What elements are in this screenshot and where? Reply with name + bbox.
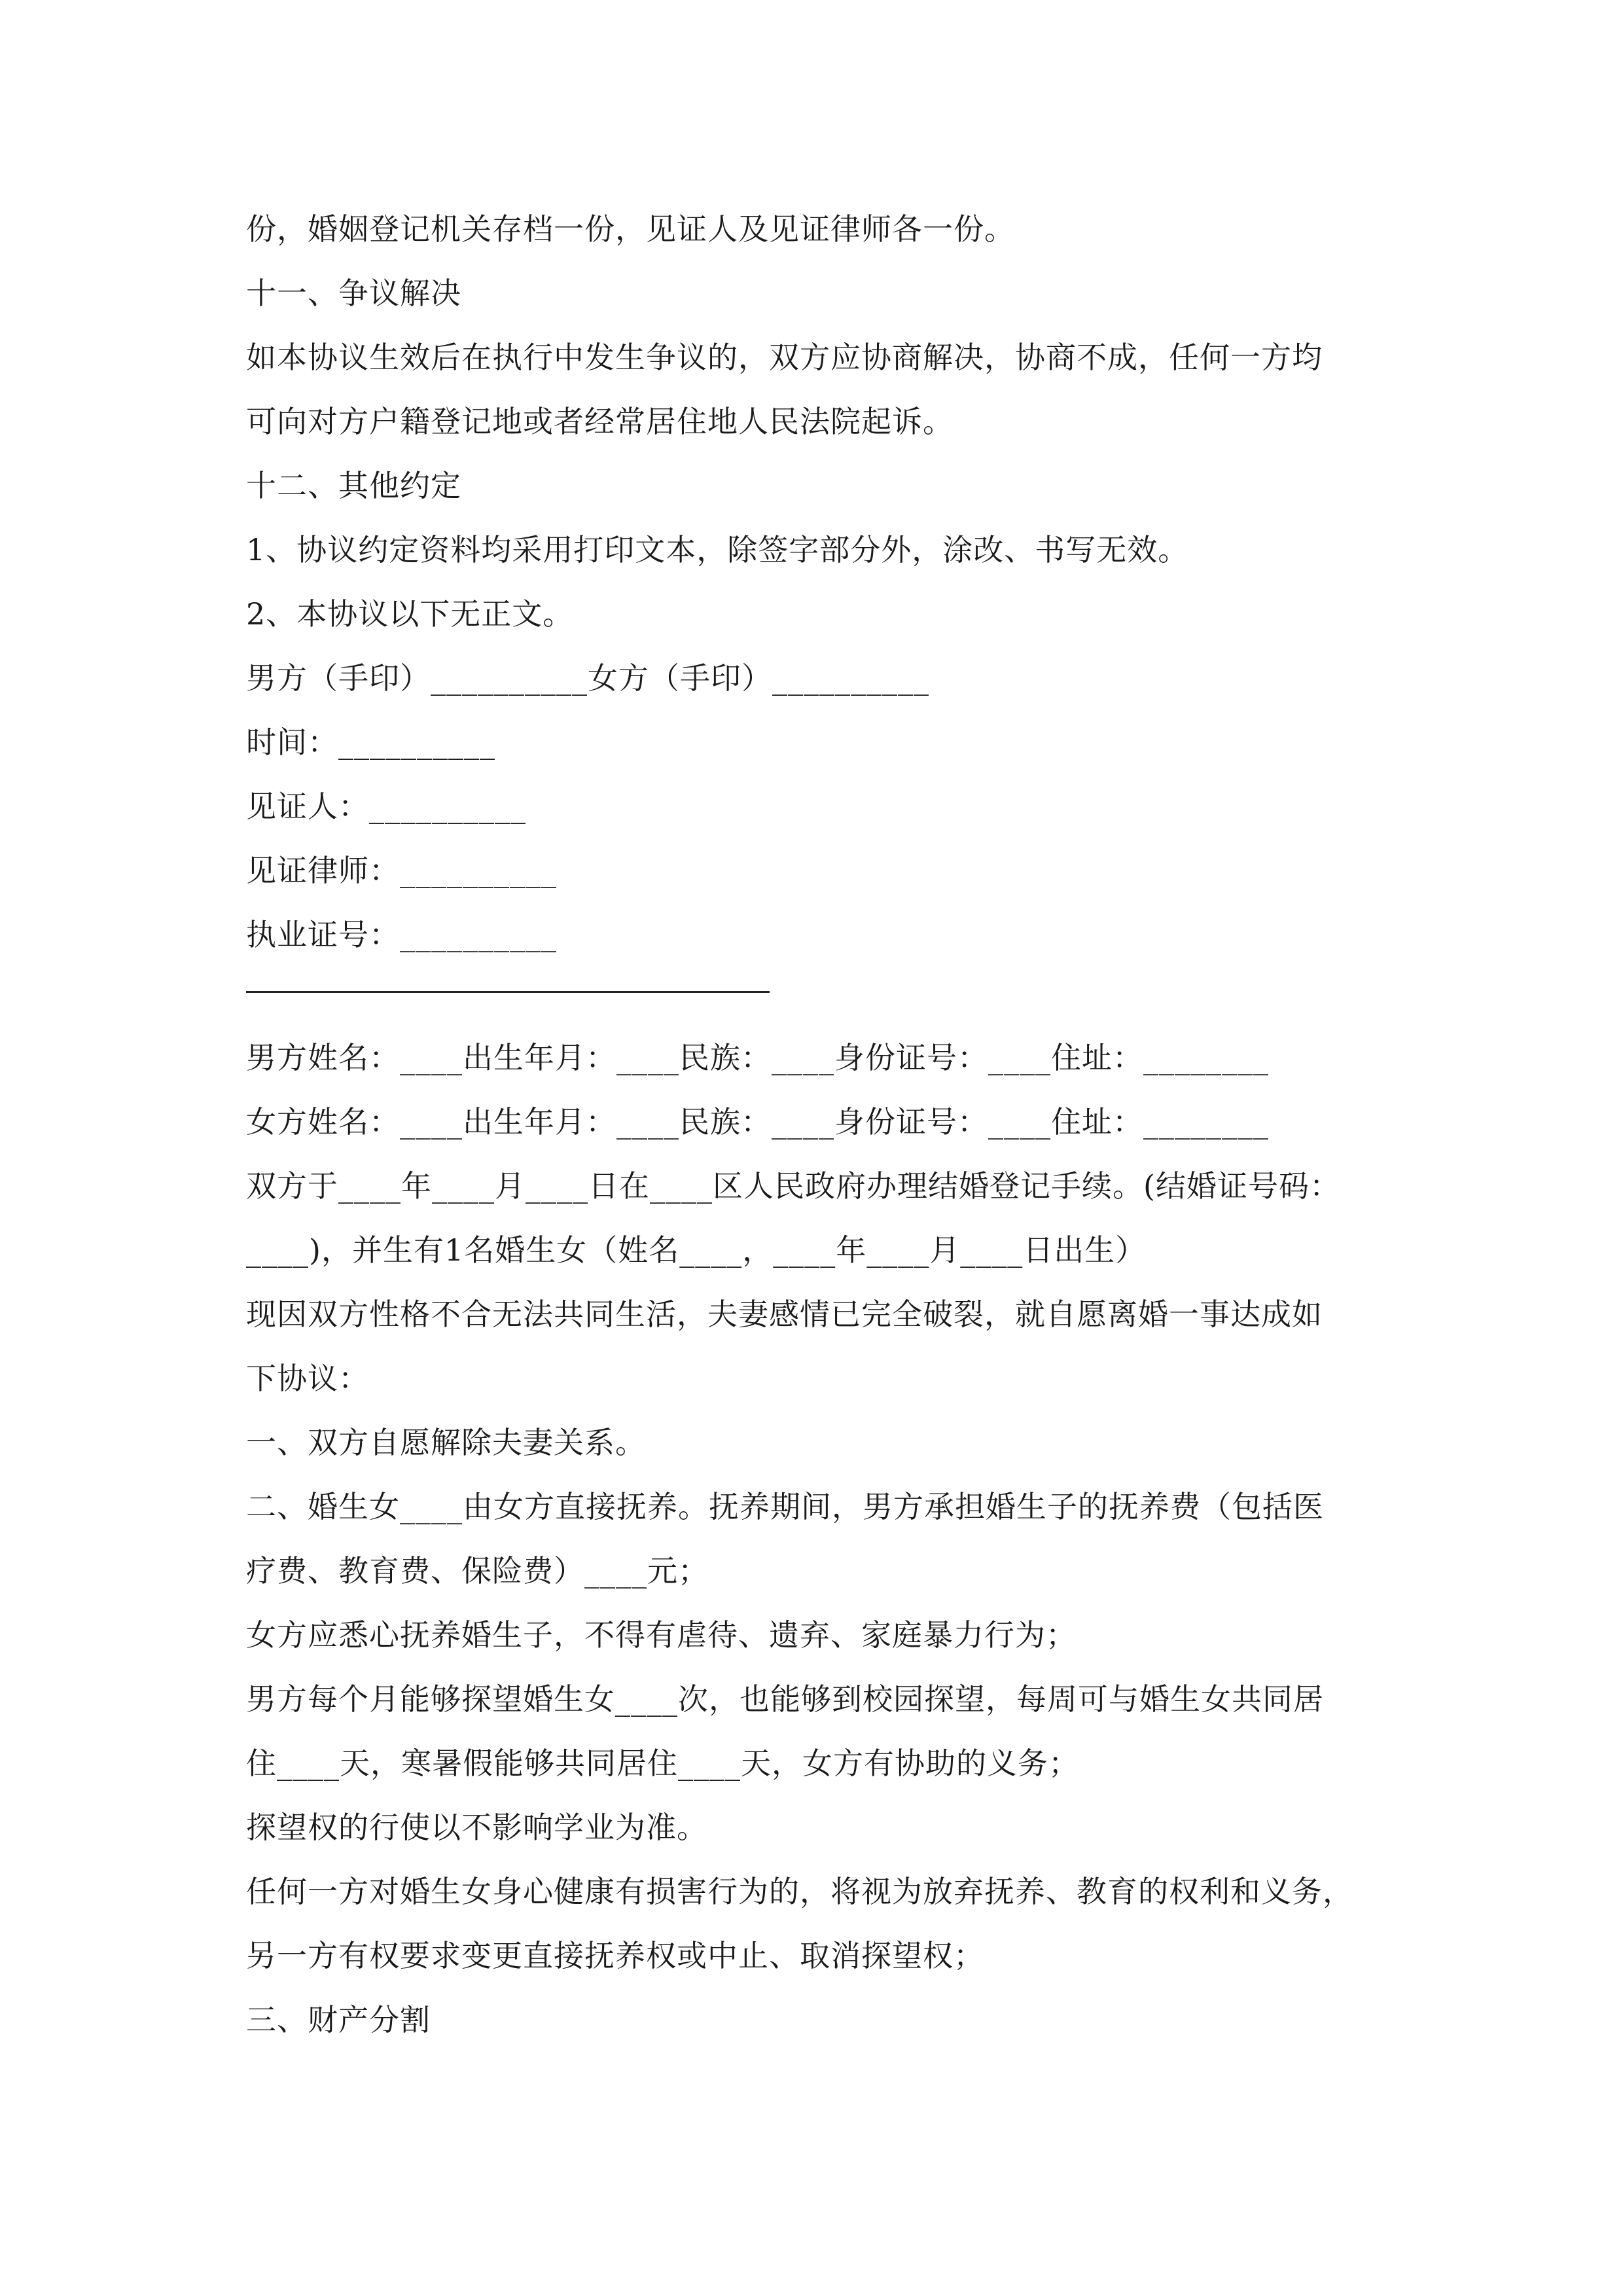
text-line: 二、婚生女____由女方直接抚养。抚养期间，男方承担婚生子的抚养费（包括医 bbox=[246, 1489, 1324, 1524]
section-heading: 十二、其他约定 bbox=[246, 468, 461, 503]
text-line: 现因双方性格不合无法共同生活，夫妻感情已完全破裂，就自愿离婚一事达成如 bbox=[246, 1297, 1323, 1332]
text-line: 另一方有权要求变更直接抚养权或中止、取消探望权； bbox=[246, 1938, 984, 1973]
section-heading: 三、财产分割 bbox=[246, 2002, 431, 2037]
text-line: 如本协议生效后在执行中发生争议的，双方应协商解决，协商不成，任何一方均 bbox=[246, 340, 1323, 375]
text-line: 女方姓名：____出生年月：____民族：____身份证号：____住址：________ bbox=[246, 1104, 1269, 1139]
text-line: 任何一方对婚生女身心健康有损害行为的，将视为放弃抚养、教育的权利和义务， bbox=[246, 1874, 1353, 1909]
text-line: 1、协议约定资料均采用打印文本，除签字部分外，涂改、书写无效。 bbox=[246, 532, 1189, 567]
text-line: 2、本协议以下无正文。 bbox=[246, 596, 574, 632]
section-heading: 十一、争议解决 bbox=[246, 276, 461, 311]
text-line: 疗费、教育费、保险费）____元； bbox=[246, 1553, 709, 1588]
witness-field: 见证人：__________ bbox=[246, 789, 526, 824]
text-line: 下协议： bbox=[246, 1361, 369, 1396]
section-divider bbox=[246, 991, 770, 993]
signature-line: 男方（手印）__________女方（手印）__________ bbox=[246, 660, 929, 696]
text-line: 探望权的行使以不影响学业为准。 bbox=[246, 1810, 707, 1845]
text-line: 住____天，寒暑假能够共同居住____天，女方有协助的义务； bbox=[246, 1746, 1079, 1781]
license-number-field: 执业证号：__________ bbox=[246, 917, 557, 952]
text-line: 男方每个月能够探望婚生女____次，也能够到校园探望，每周可与婚生女共同居 bbox=[246, 1681, 1324, 1717]
witness-lawyer-field: 见证律师：__________ bbox=[246, 853, 557, 888]
text-line: 份，婚姻登记机关存档一份，见证人及见证律师各一份。 bbox=[246, 211, 1015, 247]
text-line: ____)，并生有1名婚生女（姓名____，____年____月____日出生） bbox=[246, 1232, 1147, 1268]
text-line: 男方姓名：____出生年月：____民族：____身份证号：____住址：________ bbox=[246, 1040, 1269, 1075]
date-field: 时间：__________ bbox=[246, 725, 495, 760]
text-line: 女方应悉心抚养婚生子，不得有虐待、遗弃、家庭暴力行为； bbox=[246, 1617, 1077, 1653]
text-line: 可向对方户籍登记地或者经常居住地人民法院起诉。 bbox=[246, 404, 954, 439]
section-heading: 一、双方自愿解除夫妻关系。 bbox=[246, 1425, 646, 1460]
text-line: 双方于____年____月____日在____区人民政府办理结婚登记手续。(结婚证号码： bbox=[246, 1168, 1340, 1204]
